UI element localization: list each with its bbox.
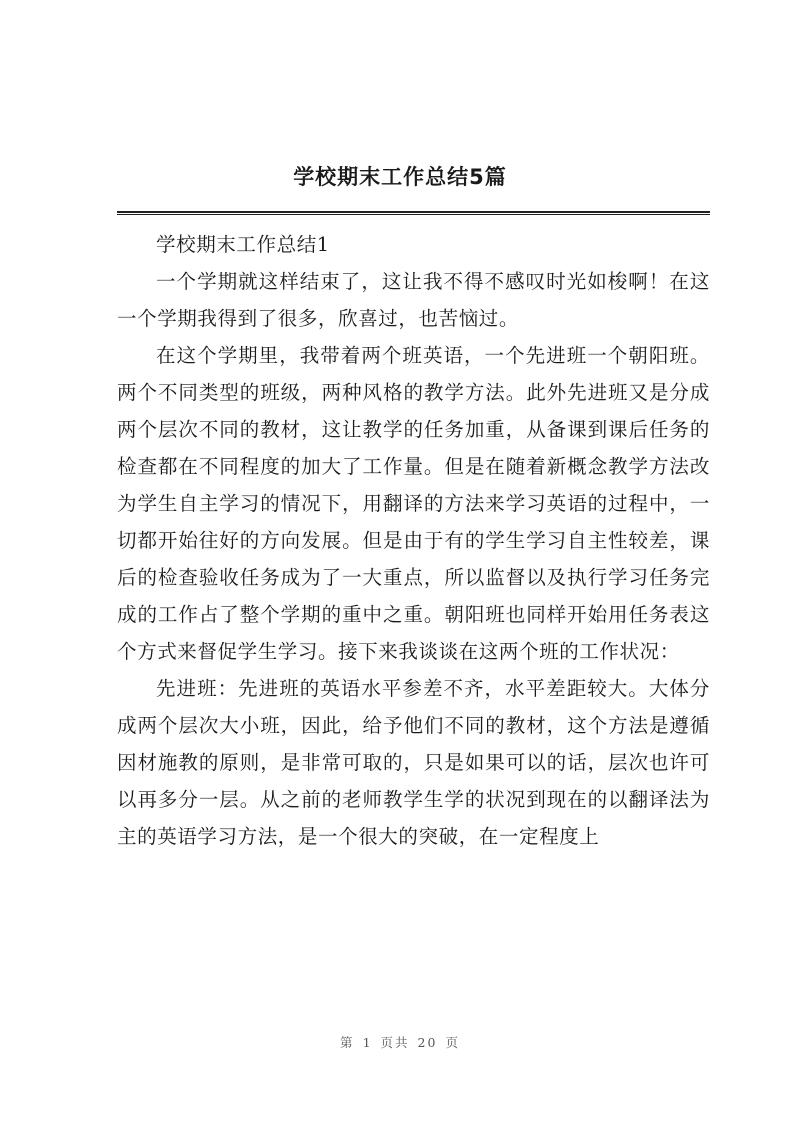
footer-suffix: 页 bbox=[445, 1035, 460, 1050]
footer-total-pages: 20 bbox=[417, 1035, 438, 1050]
paragraph-1: 一个学期就这样结束了，这让我不得不感叹时光如梭啊！在这一个学期我得到了很多，欣喜过，也苦恼过。 bbox=[117, 270, 710, 330]
title-divider bbox=[117, 211, 710, 215]
footer-current-page: 1 bbox=[362, 1035, 373, 1050]
document-body bbox=[117, 226, 710, 855]
paragraph-3: 先进班：先进班的英语水平参差不齐，水平差距较大。大体分成两个层次大小班，因此，给予他们不同的教材，这个方法是遵循因材施教的原则，是非常可取的，只是如果可以的话，层次也许可以再多分一层。从之前的老师教学生学的状况到现在的以翻译法为主的英语学习方法，是一个很大的突破，在一定程度上 bbox=[117, 677, 710, 848]
page-footer bbox=[0, 1033, 800, 1051]
paragraph-2: 在这个学期里，我带着两个班英语，一个先进班一个朝阳班。两个不同类型的班级，两种风格的教学方法。此外先进班又是分成两个层次不同的教材，这让教学的任务加重，从备课到课后任务的检查都在不同程度的加大了工作量。但是在随着新概念教学方法改为学生自主学习的情况下，用翻译的方法来学习英语的过程中，一切都开始往好的方向发展。但是由于有的学生学习自主性较差，课后的检查验收任务成为了一大重点，所以监督以及执行学习任务完成的工作占了整个学期的重中之重。朝阳班也同样开始用任务表这个方式来督促学生学习。接下来我谈谈在这两个班的工作状况： bbox=[117, 344, 710, 663]
footer-prefix: 第 bbox=[340, 1035, 355, 1050]
document-title: 学校期末工作总结5篇 bbox=[293, 165, 507, 189]
footer-middle: 页共 bbox=[380, 1035, 410, 1050]
section-heading: 学校期末工作总结1 bbox=[156, 233, 330, 256]
